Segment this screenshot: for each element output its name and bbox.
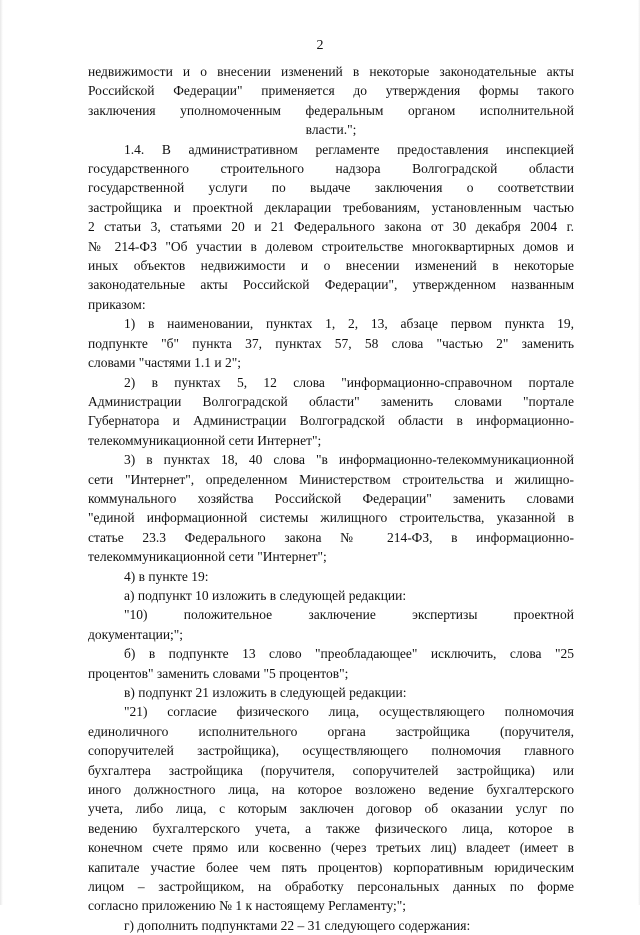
text-line: Администрации Волгоградской области" заменить словами "портале: [88, 393, 574, 409]
text-line: а) подпункт 10 изложить в следующей редакции:: [124, 587, 407, 603]
text-line: государственного строительного надзора Волгоградской области: [88, 161, 574, 177]
text-line: "единой информационной системы жилищного строительства, указанной в: [88, 510, 574, 526]
text-line: конечном счете прямо или косвенно (через третьих лиц) владеет (имеет в: [88, 840, 574, 856]
text-line: "10) положительное заключение экспертизы проектной: [124, 607, 574, 623]
text-line: б) в подпункте 13 слово "преобладающее" исключить, слова "25: [124, 646, 574, 662]
text-line: заключения уполномоченным федеральным органом исполнительной: [88, 102, 574, 118]
text-line: сопоручителей застройщика), осуществляющего полномочия главного: [88, 743, 574, 759]
text-line: бухгалтера застройщика (поручителя, сопоручителей застройщика) или: [88, 762, 574, 778]
text-line: застройщика и проектной декларации требованиям, установленным частью: [88, 199, 574, 215]
text-line: власти.";: [305, 122, 357, 138]
text-line: лицом – застройщиком, на обработку персональных данных по форме: [88, 879, 574, 895]
text-line: 3) в пунктах 18, 40 слова "в информационно-телекоммуникационной: [124, 452, 574, 468]
text-line: иных объектов недвижимости и о внесении изменений в некоторые: [88, 258, 574, 274]
text-line: процентов" заменить словами "5 процентов";: [88, 665, 349, 681]
text-line: в) подпункт 21 изложить в следующей редакции:: [124, 685, 407, 700]
text-line: № 214-ФЗ "Об участии в долевом строительстве многоквартирных домов и: [88, 238, 574, 254]
text-line: ведению бухгалтерского учета, а также физического лица, которое в: [88, 820, 574, 836]
text-line: недвижимости и о внесении изменений в некоторые законодательные акты: [88, 64, 574, 79]
scan-edge-left: [0, 0, 3, 905]
text-line: г) дополнить подпунктами 22 – 31 следующего содержания:: [124, 917, 471, 933]
document-body: [88, 62, 574, 935]
text-line: согласно приложению № 1 к настоящему Регламенту;";: [88, 898, 407, 914]
text-line: подпункте "б" пункта 37, пунктах 57, 58 слова "частью 2" заменить: [88, 335, 574, 351]
text-line: "21) согласие физического лица, осуществляющего полномочия: [124, 704, 574, 720]
text-line: государственной услуги по выдаче заключения о соответствии: [88, 180, 574, 196]
text-line: 4) в пункте 19:: [124, 568, 209, 584]
text-line: коммунального хозяйства Российской Федерации" заменить словами: [88, 490, 574, 506]
text-line: телекоммуникационной сети "Интернет";: [88, 549, 327, 565]
text-line: капитале участие более чем пять процентов) корпоративным юридическим: [88, 859, 574, 875]
text-line: телекоммуникационной сети Интернет";: [88, 432, 322, 448]
text-line: законодательные акты Российской Федерации", утвержденном названным: [88, 277, 574, 293]
text-line: 2 статьи 3, статьями 20 и 21 Федерального закона от 30 декабря 2004 г.: [88, 219, 574, 235]
text-line: единоличного исполнительного органа застройщика (поручителя,: [88, 723, 574, 739]
text-line: 1.4. В административном регламенте предоставления инспекцией: [124, 141, 574, 157]
text-line: приказом:: [88, 296, 146, 312]
text-line: словами "частями 1.1 и 2";: [88, 355, 242, 371]
text-line: иного должностного лица, на которое возложено ведение бухгалтерского: [88, 782, 574, 798]
text-line: 2) в пунктах 5, 12 слова "информационно-справочном портале: [124, 374, 574, 390]
text-line: сети "Интернет", определенном Министерством строительства и жилищно-: [88, 471, 574, 487]
text-line: Российской Федерации" применяется до утверждения формы такого: [88, 83, 574, 99]
page-number: 2: [316, 38, 324, 53]
text-line: учета, либо лица, с которым заключен договор об оказании услуг по: [88, 801, 574, 817]
text-line: Губернатора и Администрации Волгоградской области в информационно-: [88, 413, 574, 429]
text-line: статье 23.3 Федерального закона № 214-ФЗ, в информационно-: [88, 529, 574, 545]
text-line: документации;";: [88, 626, 184, 642]
text-line: 1) в наименовании, пунктах 1, 2, 13, абзаце первом пункта 19,: [124, 316, 574, 332]
